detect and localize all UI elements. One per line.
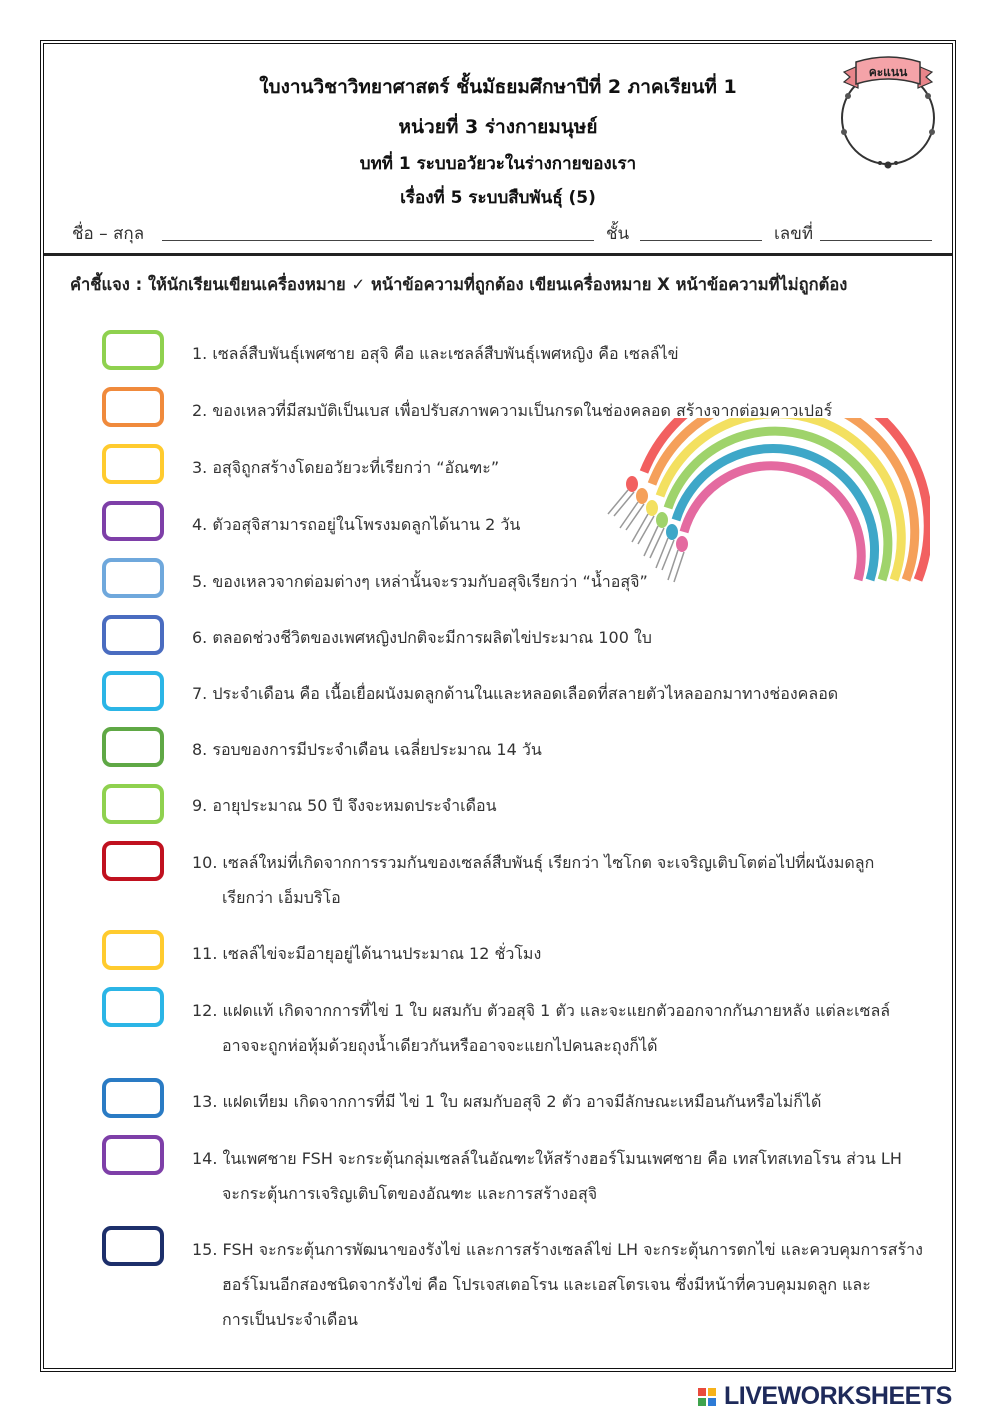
statement-6: 6. ตลอดช่วงชีวิตของเพศหญิงปกติจะมีการผลิตไข่ประมาณ 100 ใบ [192,628,652,647]
statement-4: 4. ตัวอสุจิสามารถอยู่ในโพรงมดลูกได้นาน 2 วัน [192,515,521,534]
statement-14: 14. ในเพศชาย FSH จะกระตุ้นกลุ่มเซลล์ในอัณฑะให้สร้างฮอร์โมนเพศชาย คือ เทสโทสเทอโรน ส่วน LH จะกระตุ้นการเจริญเติบโตของอัณฑะ และการสร้างอสุจิ [192,1149,902,1203]
answer-box-7[interactable] [102,671,164,711]
number-field[interactable] [820,240,932,241]
answer-box-8[interactable] [102,727,164,767]
rainbow-illustration [600,418,930,588]
answer-box-10[interactable] [102,841,164,881]
title-line-4: เรื่องที่ 5 ระบบสืบพันธุ์ (5) [400,188,596,208]
name-label: ชื่อ – สกุล [72,224,145,244]
statement-5: 5. ของเหลวจากต่อมต่างๆ เหล่านั้นจะรวมกับอสุจิเรียกว่า “น้ำอสุจิ” [192,572,648,591]
title-line-3: บทที่ 1 ระบบอวัยวะในร่างกายของเรา [359,154,637,174]
score-badge[interactable] [836,52,940,170]
statement-3: 3. อสุจิถูกสร้างโดยอวัยวะที่เรียกว่า “อัณฑะ” [192,458,500,477]
answer-box-3[interactable] [102,444,164,484]
class-label: ชั้น [606,224,630,244]
name-field[interactable] [162,240,594,241]
statement-8: 8. รอบของการมีประจำเดือน เฉลี่ยประมาณ 14 วัน [192,740,542,759]
class-field[interactable] [640,240,762,241]
answer-box-6[interactable] [102,615,164,655]
footer-brand: LIVEWORKSHEETS [724,1382,952,1410]
title-line-2: หน่วยที่ 3 ร่างกายมนุษย์ [398,116,598,138]
answer-box-13[interactable] [102,1078,164,1118]
statement-10: 10. เซลล์ใหม่ที่เกิดจากการรวมกันของเซลล์สืบพันธุ์ เรียกว่า ไซโกต จะเจริญเติบโตต่อไปที่ผนังมดลูก เรียกว่า เอ็มบริโอ [192,853,875,907]
answer-box-14[interactable] [102,1135,164,1175]
answer-box-9[interactable] [102,784,164,824]
statement-2: 2. ของเหลวที่มีสมบัติเป็นเบส เพื่อปรับสภาพความเป็นกรดในช่องคลอด สร้างจากต่อมคาวเปอร์ [192,401,833,420]
instructions: คำชี้แจง : ให้นักเรียนเขียนเครื่องหมาย ✓ หน้าข้อความที่ถูกต้อง เขียนเครื่องหมาย X หน้าข้อความที่ไม่ถูกต้อง [70,275,848,294]
worksheet-header [44,44,952,256]
answer-box-11[interactable] [102,930,164,970]
answer-box-12[interactable] [102,987,164,1027]
statement-1: 1. เซลล์สืบพันธุ์เพศชาย อสุจิ คือ และเซลล์สืบพันธุ์เพศหญิง คือ เซลล์ไข่ [192,344,679,363]
answer-box-1[interactable] [102,330,164,370]
number-label: เลขที่ [774,224,814,244]
answer-box-15[interactable] [102,1226,164,1266]
answer-box-5[interactable] [102,558,164,598]
score-label: คะแนน [868,65,908,79]
title-line-1: ใบงานวิชาวิทยาศาสตร์ ชั้นมัธยมศึกษาปีที่ 2 ภาคเรียนที่ 1 [259,76,737,98]
statement-12: 12. แฝดแท้ เกิดจากการที่ไข่ 1 ใบ ผสมกับ ตัวอสุจิ 1 ตัว และจะแยกตัวออกจากกันภายหลัง แต่ละเซลล์ อาจจะถูกห่อหุ้มด้วยถุงน้ำเดียวกันหรืออาจจะแยกไปคนละถุงก็ได้ [192,1001,891,1055]
answer-box-2[interactable] [102,387,164,427]
statement-7: 7. ประจำเดือน คือ เนื้อเยื่อผนังมดลูกด้านในและหลอดเลือดที่สลายตัวไหลออกมาทางช่องคลอด [192,684,839,703]
statement-13: 13. แฝดเทียม เกิดจากการที่มี ไข่ 1 ใบ ผสมกับอสุจิ 2 ตัว อาจมีลักษณะเหมือนกันหรือไม่ก็ได้ [192,1092,822,1111]
statement-11: 11. เซลล์ไข่จะมีอายุอยู่ได้นานประมาณ 12 ชั่วโมง [192,944,542,963]
statement-15: 15. FSH จะกระตุ้นการพัฒนาของรังไข่ และการสร้างเซลล์ไข่ LH จะกระตุ้นการตกไข่ และควบคุมการสร้าง ฮอร์โมนอีกสองชนิดจากรังไข่ คือ โปรเจสเตอโรน และเอสโตรเจน ซึ่งมีหน้าที่ควบคุมมดลูก และ การเป็นประจำเดือน [192,1240,923,1329]
student-info-row [72,220,932,246]
answer-box-4[interactable] [102,501,164,541]
statement-9: 9. อายุประมาณ 50 ปี จึงจะหมดประจำเดือน [192,796,497,815]
